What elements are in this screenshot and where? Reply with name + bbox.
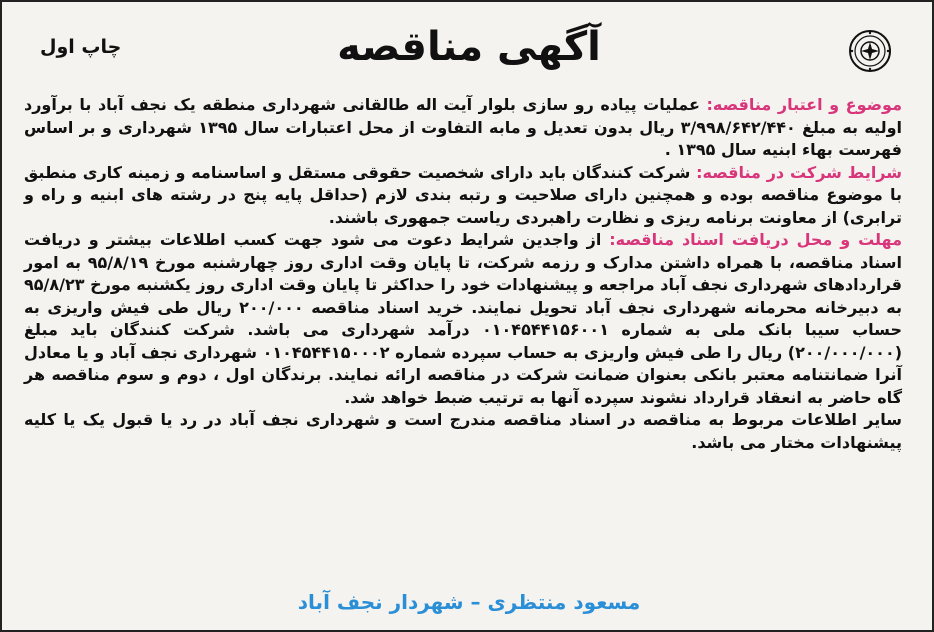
- section-other-info: [24, 409, 902, 454]
- notice-body: [12, 94, 926, 454]
- edition-label: چاپ اول: [40, 36, 122, 58]
- section-label: شرایط شرکت در مناقصه:: [696, 162, 902, 182]
- section-text: شرکت کنندگان باید دارای شخصیت حقوقی مستقل و اساسنامه و زمینه کاری منطبق با موضوع مناقصه بوده و همچنین دارای صلاحیت و رتبه بندی لازم (حداقل پایه پنج در رشته های ابنیه و راه و ترابری) از معاونت برنامه ریزی و نظارت راهبردی ریاست جمهوری باشند.: [24, 162, 902, 227]
- section-conditions: [24, 162, 902, 230]
- page-title: آگهی مناقصه: [337, 24, 601, 70]
- section-text: از واجدین شرایط دعوت می شود جهت کسب اطلاعات بیشتر و دریافت اسناد مناقصه، با همراه داشتن مدارک و رزمه شرکت، تا پایان وقت اداری روز چهارشنبه مورخ ۹۵/۸/۱۹ به امور قراردادهای شهرداری نجف آباد مراجعه و پیشنهادات خود را حداکثر تا پایان وقت اداری روز یکشنبه مورخ ۹۵/۸/۲۳ به دبیرخانه محرمانه شهرداری نجف آباد تحویل نمایند. خرید اسناد مناقصه ۲۰۰/۰۰۰ ریال طی فیش واریزی به حساب سیبا بانک ملی به شماره ۰۱۰۴۵۴۴۱۵۶۰۰۱ درآمد شهرداری می باشد. شرکت کنندگان باید مبلغ (۲۰۰/۰۰۰/۰۰۰) ریال را طی فیش واریزی به حساب سپرده شماره ۰۱۰۴۵۴۴۱۵۰۰۰۲ شهرداری نجف آباد و یا معادل آنرا ضمانتنامه معتبر بانکی بعنوان ضمانت شرکت در مناقصه ارائه نمایند. برندگان اول ، دوم و سوم مناقصه هر گاه حاضر به انعقاد قرارداد نشوند سپرده آنها به ترتیب ضبط خواهد شد.: [24, 230, 903, 407]
- section-text: عملیات پیاده رو سازی بلوار آیت اله طالقانی شهرداری منطقه یک نجف آباد با برآورد اولیه به مبلغ ۳/۹۹۸/۶۴۲/۴۴۰ ریال بدون تعدیل و مابه التفاوت از محل اعتبارات سال ۱۳۹۵ شهرداری و بر اساس فهرست بهاء ابنیه سال ۱۳۹۵ .: [24, 95, 903, 159]
- section-deadline: [24, 229, 902, 409]
- section-text: سایر اطلاعات مربوط به مناقصه در اسناد مناقصه مندرج است و شهرداری نجف آباد در رد یا قبول یک یا کلیه پیشنهادات مختار می باشد.: [24, 410, 902, 452]
- section-subject: [24, 94, 902, 162]
- section-label: مهلت و محل دریافت اسناد مناقصه:: [609, 230, 903, 249]
- section-label: موضوع و اعتبار مناقصه:: [706, 95, 902, 114]
- signature: مسعود منتظری – شهردار نجف آباد: [297, 590, 641, 614]
